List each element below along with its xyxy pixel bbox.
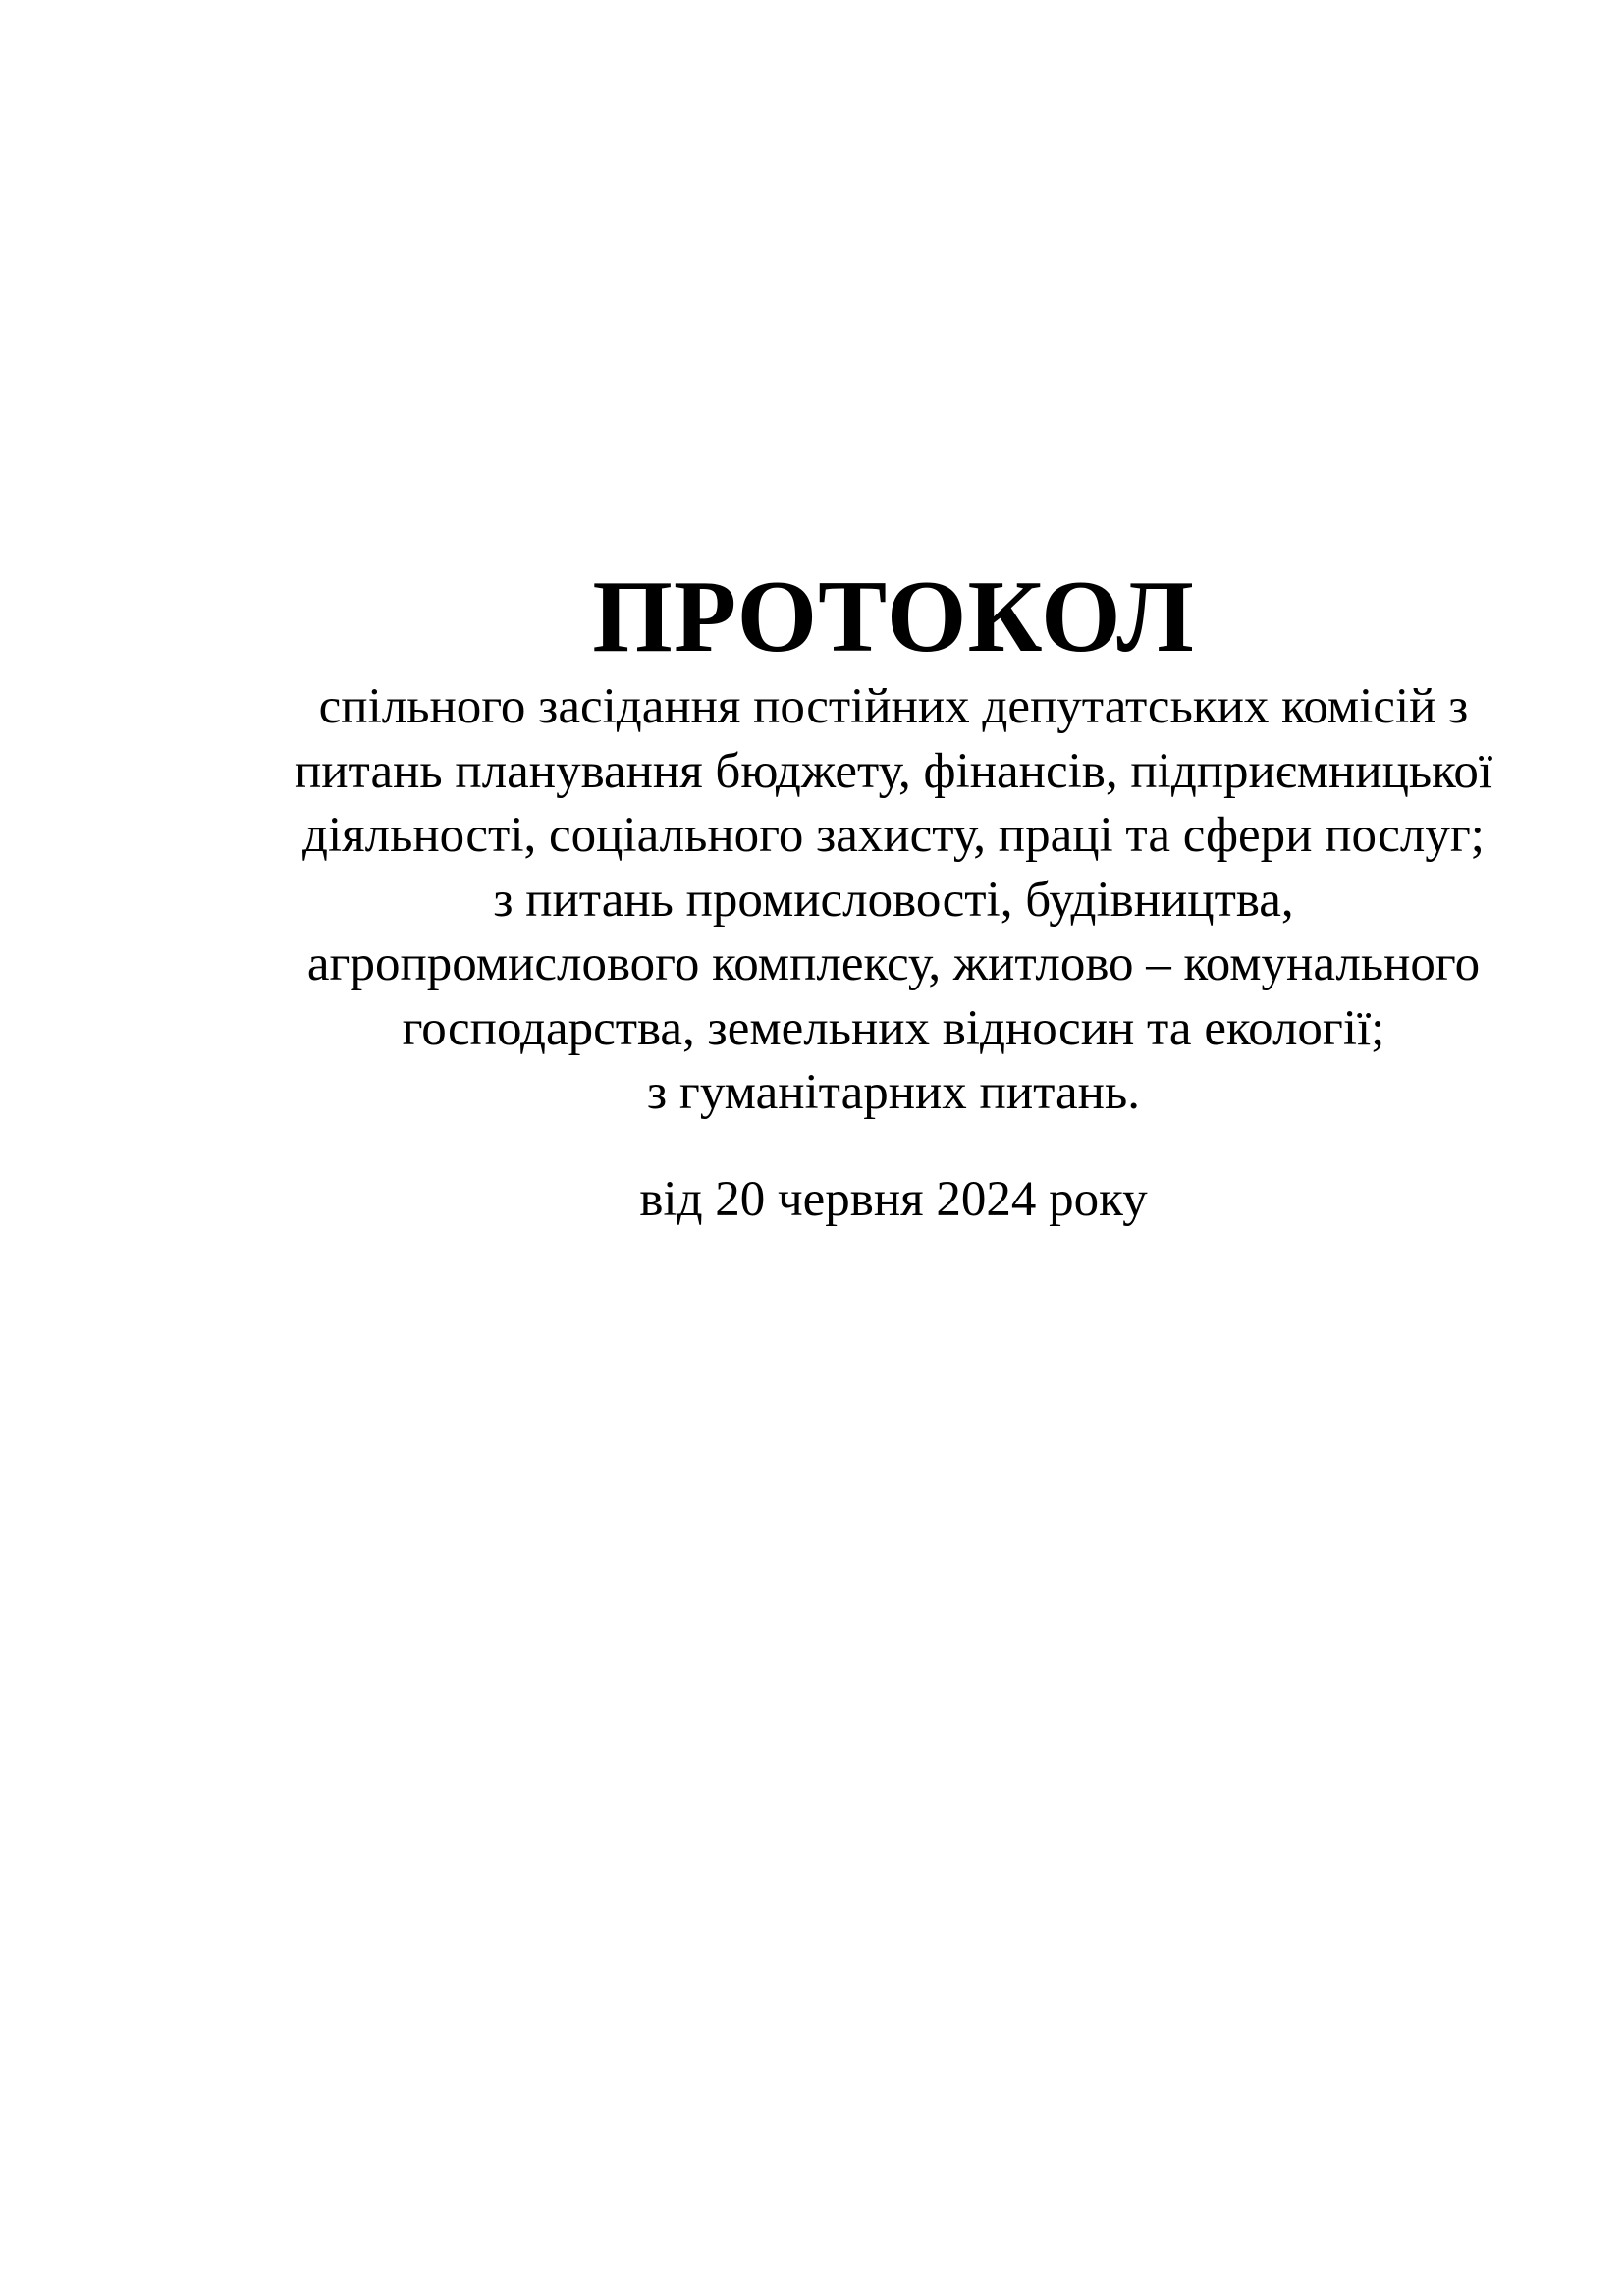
subtitle-line: агропромислового комплексу, житлово – комунального (306, 936, 1481, 991)
document-title: ПРОТОКОЛ (592, 559, 1195, 673)
subtitle-line: з гуманітарних питань. (647, 1065, 1140, 1120)
subtitle-line: діяльності, соціального захисту, праці та сфери послуг; (302, 808, 1485, 863)
document-subtitle (196, 675, 1591, 1126)
title-block (196, 558, 1591, 675)
document-date: від 20 червня 2024 року (639, 1172, 1148, 1227)
subtitle-line: господарства, земельних відносин та екології; (402, 1000, 1385, 1056)
subtitle-line: питань планування бюджету, фінансів, підприємницької (294, 743, 1493, 799)
subtitle-line: з питань промисловості, будівництва, (493, 872, 1294, 928)
subtitle-line: спільного засідання постійних депутатських комісій з (318, 679, 1469, 734)
